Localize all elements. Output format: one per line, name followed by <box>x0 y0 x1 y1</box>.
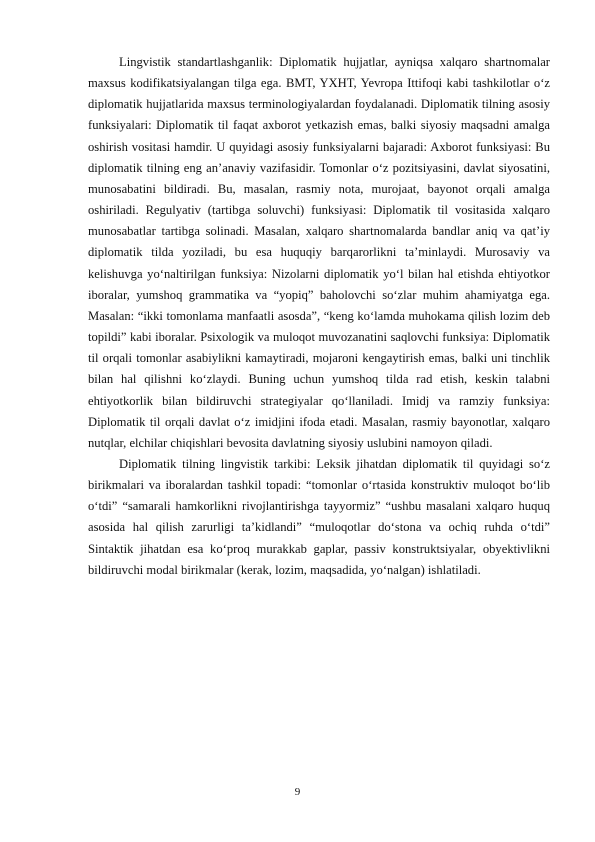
page-number: 9 <box>294 786 301 798</box>
paragraph-2: Diplomatik tilning lingvistik tarkibi: Leksik jihatdan diplomatik til quyidagi so‘z birikmalari va iboralardan tashkil topadi: “tomonlar o‘rtasida konstruktiv muloqot bo‘lib o‘tdi” “samarali hamkorlikni rivojlantirishga tayyormiz” “ushbu masalani xalqaro huquq asosida hal qilish zarurligi ta’kidlandi” “muloqotlar do‘stona va ochiq ruhda o‘tdi” Sintaktik jihatdan esa ko‘proq murakkab gaplar, passiv konstruktsiyalar, obyektivlikni bildiruvchi modal birikmalar (kerak, lozim, maqsadida, yo‘nalgan) ishlatiladi. <box>88 456 550 577</box>
paragraph-1: Lingvistik standartlashganlik: Diplomatik hujjatlar, ayniqsa xalqaro shartnomalar maxsus kodifikatsiyalangan tilga ega. BMT, YXHT, Yevropa Ittifoqi kabi tashkilotlar o‘z diplomatik hujjatlarida maxsus terminologiyalardan foydalanadi. Diplomatik tilning asosiy funksiyalari: Diplomatik til faqat axborot yetkazish emas, balki siyosiy maqsadni amalga oshirish vositasi hamdir. U quyidagi asosiy funksiyalarni bajaradi: Axborot funksiyasi: Bu diplomatik tilning eng an’anaviy vazifasidir. Tomonlar o‘z pozitsiyasini, davlat siyosatini, munosabatini bildiradi. Bu, masalan, rasmiy nota, murojaat, bayonot orqali amalga oshiriladi. Regulyativ (tartibga soluvchi) funksiyasi: Diplomatik til vositasida xalqaro munosabatlar tartibga solinadi. Masalan, xalqaro shartnomalarda bandlar aniq va qat’iy diplomatik tilda yoziladi, bu esa huquqiy barqarorlikni ta’minlaydi. Murosaviy va kelishuvga yo‘naltirilgan funksiya: Nizolarni diplomatik yo‘l bilan hal etishda ehtiyotkor iboralar, yumshoq grammatika va “yopiq” baholovchi so‘zlar muhim ahamiyatga ega. Masalan: “ikki tomonlama manfaatli asosda”, “keng ko‘lamda muhokama qilish lozim deb topildi” kabi iboralar. Psixologik va muloqot muvozanatini saqlovchi funksiya: Diplomatik til orqali tomonlar asabiylikni kamaytiradi, mojaroni kengaytirish emas, balki uni tinchlik bilan hal qilishni ko‘zlaydi. Buning uchun yumshoq tilda rad etish, keskin talabni ehtiyotkorlik bilan bildiruvchi strategiyalar qo‘llaniladi. Imidj va ramziy funksiya: Diplomatik til orqali davlat o‘z imidjini ifoda etadi. Masalan, rasmiy bayonotlar, xalqaro nutqlar, elchilar chiqishlari bevosita davlatning siyosiy uslubini namoyon qiladi. <box>88 55 550 450</box>
body-text <box>88 52 550 581</box>
